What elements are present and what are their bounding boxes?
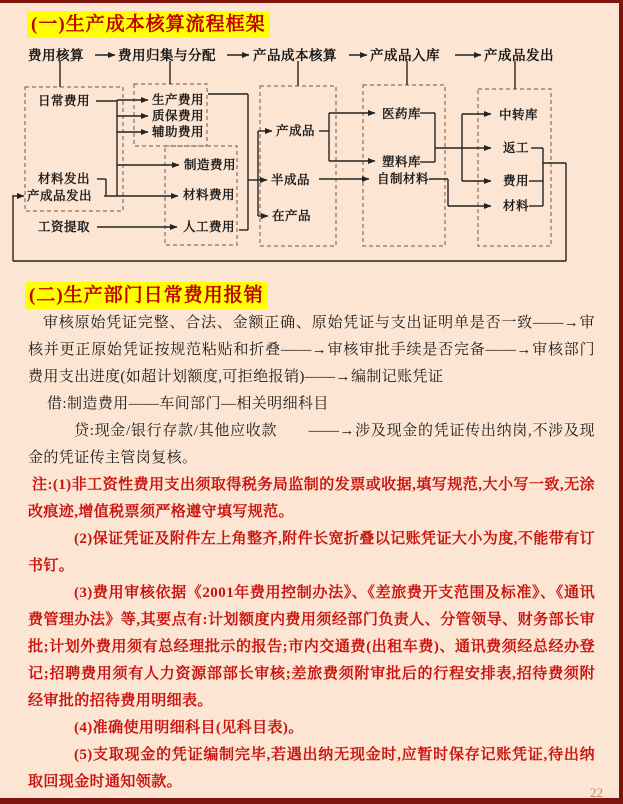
cost-flow-diagram	[0, 3, 623, 275]
node-expense: 费用	[503, 174, 530, 188]
node-wage-draw: 工资提取	[38, 220, 91, 234]
note-5: (5)支取现金的凭证编制完毕,若遇出纳无现金时,应暂时保存记账凭证,待出纳取回现金时通知领款。	[28, 747, 595, 790]
node-medicine-store: 医药库	[382, 107, 422, 121]
page-number: 22	[590, 785, 603, 800]
section2-body	[28, 310, 595, 796]
flow-header-goods-out: 产成品发出	[484, 48, 554, 63]
node-transfer-store: 中转库	[499, 108, 539, 122]
paragraph-credit-entry: 贷:现金/银行存款/其他应收款 ——→涉及现金的凭证传出纳岗,不涉及现金的凭证传主管岗复核。	[28, 423, 595, 466]
node-quality-expense: 质保费用	[152, 109, 205, 123]
section2-title: (二)生产部门日常费用报销	[25, 282, 268, 309]
connector-lines	[13, 61, 566, 261]
node-finished-goods: 产成品	[276, 124, 316, 138]
flow-header-product-costing: 产品成本核算	[253, 48, 337, 63]
note-4: (4)准确使用明细科目(见科目表)。	[74, 720, 304, 736]
node-auxiliary-expense: 辅助费用	[152, 125, 205, 139]
node-material-expense: 材料费用	[183, 188, 236, 202]
note-3: (3)费用审核依据《2001年费用控制办法》、《差旅费开支范围及标准》、《通讯费管理办法》等,其要点有:计划额度内费用须经部门负责人、分管领导、财务部长审批;计划外费用须有总经理批示的报告;市内交通费(出租车费)、通讯费须经总经办登记;招聘费用须有人力资源部部长审核;差旅费须附审批后的行程安排表,招待费须附经审批的招待费用明细表。	[28, 585, 595, 709]
node-material: 材料	[503, 199, 530, 213]
note-2: (2)保证凭证及附件左上角整齐,附件长宽折叠以记账凭证大小为度,不能带有订书钉。	[28, 531, 595, 574]
node-semi-finished: 半成品	[271, 173, 311, 187]
paragraph-review-flow: 审核原始凭证完整、合法、金额正确、原始凭证与支出证明单是否一致——→审核并更正原始凭证按规范粘贴和折叠——→审核审批手续是否完备——→审核部门费用支出进度(如超计划额度,可拒绝报销)——→编制记账凭证	[28, 315, 595, 385]
note-1: 注:(1)非工资性费用支出须取得税务局监制的发票或收据,填写规范,大小写一致,无涂改痕迹,增值税票须严格遵守填写规范。	[28, 477, 595, 520]
node-material-issue: 材料发出	[38, 172, 91, 186]
node-plastic-store: 塑料库	[382, 155, 422, 169]
paragraph-debit-entry: 借:制造费用——车间部门—相关明细科目	[47, 396, 329, 412]
node-self-made-material: 自制材料	[377, 172, 430, 186]
node-production-expense: 生产费用	[152, 93, 205, 107]
node-labor-expense: 人工费用	[183, 220, 236, 234]
node-rework: 返工	[503, 141, 530, 155]
section1-title: (一)生产成本核算流程框架	[27, 11, 270, 38]
node-work-in-progress: 在产品	[272, 209, 312, 223]
node-manufacturing-expense: 制造费用	[184, 158, 237, 172]
node-daily-expense: 日常费用	[38, 94, 91, 108]
flow-header-expense-accounting: 费用核算	[28, 48, 84, 63]
node-finished-issue: 产成品发出	[27, 189, 93, 203]
flow-header-collect-distribute: 费用归集与分配	[118, 48, 216, 63]
flow-header-warehouse-in: 产成品入库	[370, 48, 440, 63]
